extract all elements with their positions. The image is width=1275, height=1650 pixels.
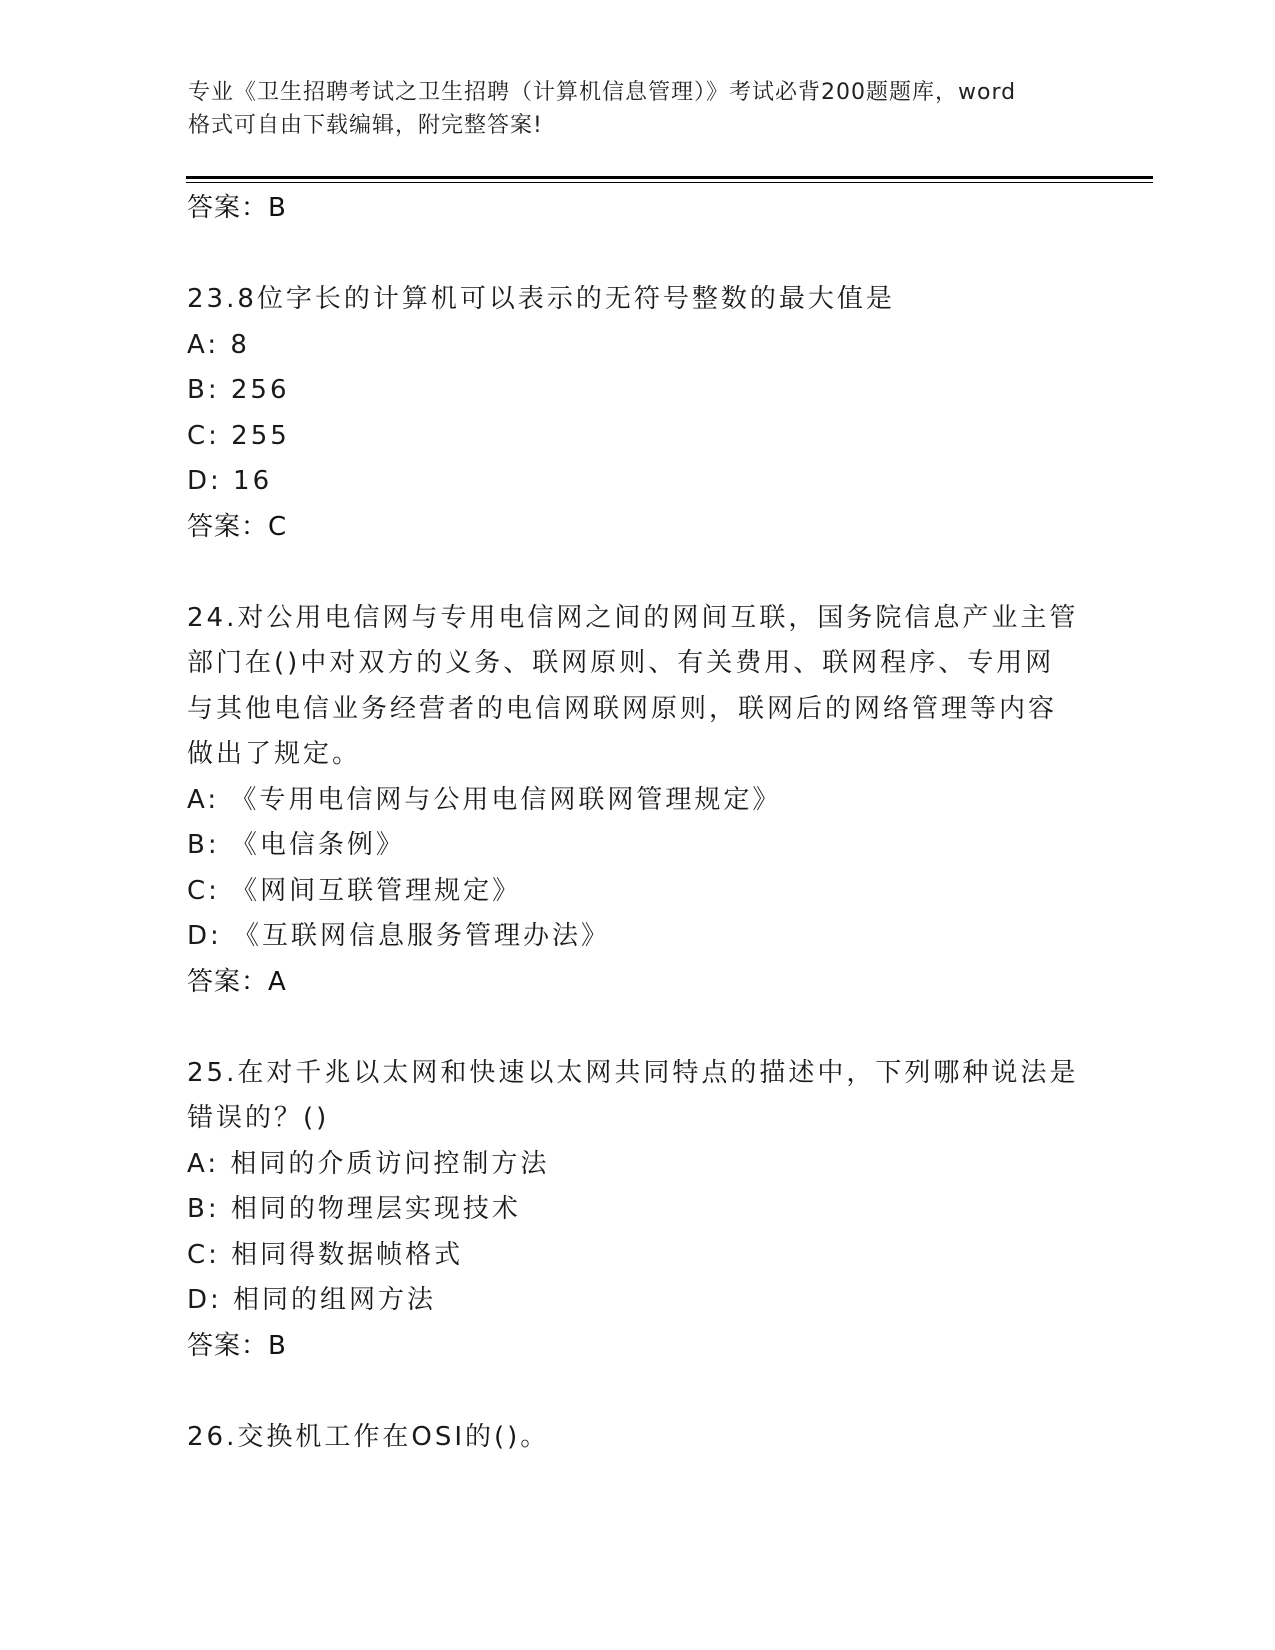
option-b: B: 256 [187, 375, 290, 405]
answer-line [187, 1324, 1087, 1370]
option-b: B: 《电信条例》 [187, 830, 405, 860]
question-text: 23.8位字长的计算机可以表示的无符号整数的最大值是 [187, 284, 895, 314]
answer-label: 答案： [187, 966, 269, 997]
option-b: B: 相同的物理层实现技术 [187, 1194, 521, 1224]
document-header [188, 76, 1088, 142]
spacer [187, 550, 1087, 596]
question-23 [187, 277, 1087, 550]
option-c: C: 相同得数据帧格式 [187, 1239, 464, 1270]
answer-value: B [268, 193, 287, 223]
header-divider-thin [186, 182, 1153, 183]
option-d: D: 《互联网信息服务管理办法》 [187, 921, 611, 951]
answer-label: 答案： [187, 193, 269, 223]
question-text-line: 25.在对千兆以太网和快速以太网共同特点的描述中，下列哪种说法是 [187, 1057, 1079, 1088]
answer-value: C [268, 511, 288, 542]
question-text-line: 24.对公用电信网与专用电信网之间的网间互联，国务院信息产业主管 [187, 602, 1079, 633]
answer-label: 答案： [187, 1330, 269, 1361]
answer-line [187, 186, 1087, 232]
question-26 [187, 1415, 1087, 1461]
option-a: A: 8 [187, 329, 250, 360]
header-line-1: 专业《卫生招聘考试之卫生招聘（计算机信息管理）》考试必背200题题库，word [188, 80, 1017, 105]
option-d: D: 16 [187, 466, 273, 496]
answer-line [187, 960, 1087, 1006]
spacer [187, 232, 1087, 278]
spacer [187, 1005, 1087, 1051]
answer-label: 答案： [187, 511, 269, 542]
header-line-2: 格式可自由下载编辑，附完整答案! [188, 113, 543, 138]
option-a: A: 相同的介质访问控制方法 [187, 1148, 550, 1179]
question-25 [187, 1051, 1087, 1370]
question-text-line: 与其他电信业务经营者的电信网联网原则，联网后的网络管理等内容 [187, 693, 1058, 724]
spacer [187, 1369, 1087, 1415]
question-text-line: 错误的？() [187, 1103, 330, 1133]
option-a: A: 《专用电信网与公用电信网联网管理规定》 [187, 784, 782, 815]
answer-value: A [268, 966, 287, 997]
option-c: C: 255 [187, 420, 290, 451]
answer-value: B [268, 1330, 287, 1361]
option-c: C: 《网间互联管理规定》 [187, 875, 522, 906]
question-list [187, 186, 1087, 1460]
question-text-line: 部门在()中对双方的义务、联网原则、有关费用、联网程序、专用网 [187, 648, 1055, 678]
answer-line [187, 505, 1087, 551]
question-text: 26.交换机工作在OSI的()。 [187, 1421, 550, 1452]
question-24 [187, 596, 1087, 1006]
question-text-line: 做出了规定。 [187, 739, 362, 769]
option-d: D: 相同的组网方法 [187, 1285, 437, 1315]
header-divider-thick [186, 176, 1153, 179]
